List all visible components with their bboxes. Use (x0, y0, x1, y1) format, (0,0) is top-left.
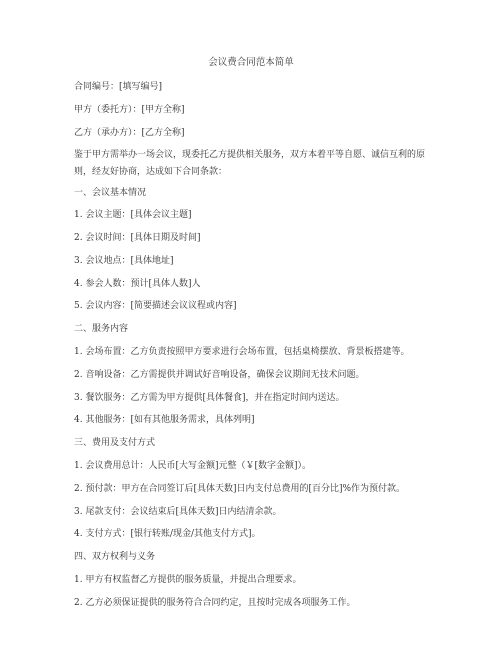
section-1-item: 3. 会议地点：[具体地址] (74, 256, 174, 266)
section-1-item: 5. 会议内容：[简要描述会议议程或内容] (74, 301, 237, 311)
party-b: 乙方（承办方）：[乙方全称] (74, 128, 185, 138)
section-4-heading: 四、双方权利与义务 (74, 552, 156, 562)
preamble-paragraph: 鉴于甲方需举办一场会议，现委托乙方提供相关服务，双方本着平等自愿、诚信互利的原则，经友好协商，达成如下合同条款： (74, 150, 426, 177)
section-3-item: 3. 尾款支付：会议结束后[具体天数]日内结清余款。 (74, 507, 282, 517)
section-2-heading: 二、服务内容 (74, 324, 129, 334)
section-1-item: 2. 会议时间：[具体日期及时间] (74, 233, 201, 243)
section-3-heading: 三、费用及支付方式 (74, 438, 156, 448)
section-4-item: 1. 甲方有权监督乙方提供的服务质量，并提出合理要求。 (74, 575, 302, 585)
section-3-item: 4. 支付方式：[银行转账/现金/其他支付方式]。 (74, 529, 261, 539)
party-a: 甲方（委托方）：[甲方全称] (74, 105, 185, 115)
section-1-item: 4. 参会人数：预计[具体人数]人 (74, 279, 201, 289)
section-3-item: 1. 会议费用总计：人民币[大写金额]元整（￥[数字金额]）。 (74, 461, 311, 471)
section-2-item: 1. 会场布置：乙方负责按照甲方要求进行会场布置，包括桌椅摆放、背景板搭建等。 (74, 347, 410, 357)
section-4-item: 2. 乙方必须保证提供的服务符合合同约定，且按时完成各项服务工作。 (74, 598, 356, 608)
section-2-item: 3. 餐饮服务：乙方需为甲方提供[具体餐食]，并在指定时间内送达。 (74, 393, 345, 403)
section-1-item: 1. 会议主题：[具体会议主题] (74, 210, 192, 220)
section-3-item: 2. 预付款：甲方在合同签订后[具体天数]日内支付总费用的[百分比]%作为预付款。 (74, 484, 406, 494)
section-2-item: 4. 其他服务：[如有其他服务需求，具体列明] (74, 415, 255, 425)
section-1-heading: 一、会议基本情况 (74, 188, 147, 198)
section-2-item: 2. 音响设备：乙方需提供并调试好音响设备，确保会议期间无技术问题。 (74, 370, 365, 380)
contract-number: 合同编号：[填写编号] (74, 82, 163, 92)
document-title: 会议费合同范本简单 (208, 57, 294, 68)
